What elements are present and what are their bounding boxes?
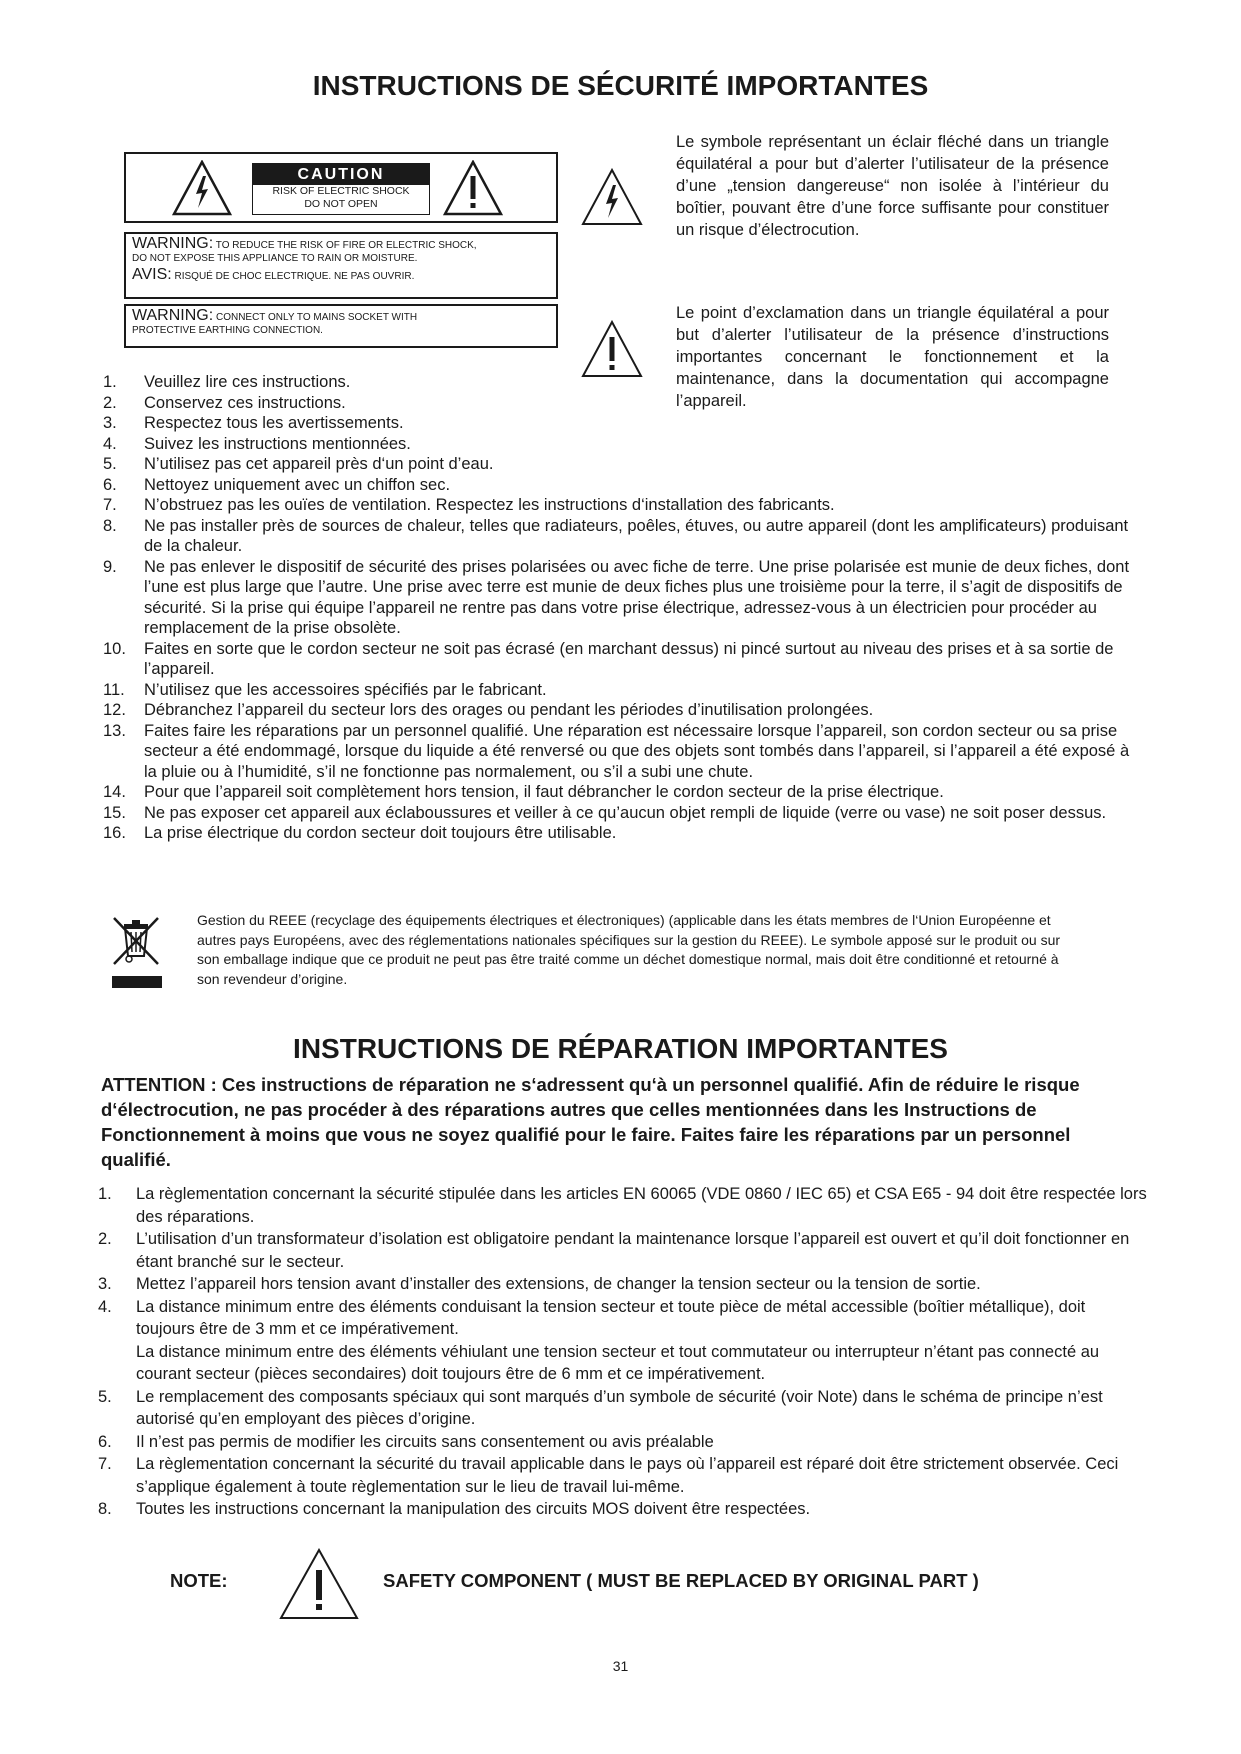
- exclamation-triangle-icon: [443, 160, 503, 216]
- warning2-word: WARNING:: [132, 307, 214, 324]
- list-item: 15. Ne pas exposer cet appareil aux éclaboussures et veiller à ce qu’aucun objet rempli de liquide (verre ou vase) ne soit poser dessus.: [103, 803, 1107, 822]
- exclamation-explanation: Le point d’exclamation dans un triangle équilatéral a pour but d’alerter l’utilisateur de la présence d’instructions importantes concernant le fonctionnement et la maintenance, dans la documentation qui accompagne l’appareil.: [676, 304, 1109, 410]
- list-item: 5. N’utilisez pas cet appareil près d‘un point d’eau.: [103, 455, 494, 473]
- list-item: 9. Ne pas enlever le dispositif de sécurité des prises polarisées ou avec fiche de terre. Une prise polarisée est munie de deux fiches, dont l’une est plus large que l’autre. Une prise avec terre est munie de deux fiches plus une troisième pour la terre, il s’agit de dispositifs de sécurité. Si la prise qui équipe l’appareil ne rentre pas dans votre prise électrique, adressez-vous à un électricien pour procéder au remplacement de la prise obsolète.: [103, 557, 1130, 637]
- avis-rest: RISQUÉ DE CHOC ELECTRIQUE. NE PAS OUVRIR.: [171, 271, 415, 282]
- list-item: 13. Faites faire les réparations par un personnel qualifié. Une réparation est nécessaire lorsque l’appareil, son cordon secteur ou sa prise secteur a été endommagé, lorsque du liquide a été renversé ou que des objets sont tombés dans l’appareil, si l’appareil a été exposé à la pluie ou à l’humidité, s’il ne fonctionne pas normalement, ou s’il a subi une chute.: [103, 721, 1130, 781]
- warning2-line-2: PROTECTIVE EARTHING CONNECTION.: [132, 325, 323, 336]
- warning-box-earthing: [124, 304, 558, 348]
- list-item: 1. Veuillez lire ces instructions.: [103, 373, 351, 391]
- page-number: 31: [612, 1658, 629, 1674]
- page-title-security: INSTRUCTIONS DE SÉCURITÉ IMPORTANTES: [312, 70, 929, 101]
- weee-notice: Gestion du REEE (recyclage des équipements électriques et électroniques) (applicable dans les états membres de l‘Union Européenne et autres pays Européens, avec des réglementations nationales spécifiques sur la gestion du REEE). Le symbole apposé sur le produit ou sur son emballage indique que ce produit ne peut pas être traité comme un déchet domestique normal, mais doit être conditionné et retourné à son revendeur d’origine.: [197, 912, 1061, 987]
- avis-line: [132, 268, 550, 283]
- list-item: 8. Ne pas installer près de sources de chaleur, telles que radiateurs, poêles, étuves, ou autre appareil (dont les amplificateurs) produisant de la chaleur.: [103, 516, 1129, 555]
- lightning-triangle-icon: [172, 160, 232, 216]
- page-title-repair: INSTRUCTIONS DE RÉPARATION IMPORTANTES: [293, 1033, 948, 1064]
- warning-line-2: DO NOT EXPOSE THIS APPLIANCE TO RAIN OR MOISTURE.: [132, 253, 418, 264]
- list-item: 10. Faites en sorte que le cordon secteur ne soit pas écrasé (en marchant dessus) ni pincé surtout au niveau des prises et à sa sortie de l’appareil.: [103, 639, 1114, 678]
- lightning-explanation: Le symbole représentant un éclair fléché dans un triangle équilatéral a pour but d’alerter l’utilisateur de la présence d’une „tension dangereuse“ non isolée à l’intérieur du boîtier, pouvant être d’une force suffisante pour constituer un risque d’électrocution.: [676, 133, 1109, 239]
- repair-instructions-list: [98, 1183, 1148, 1521]
- warning2-line-1: [132, 309, 550, 324]
- list-item: 4. Suivez les instructions mentionnées.: [103, 434, 411, 453]
- caution-heading: CAUTION: [253, 164, 429, 185]
- list-item: 3. Respectez tous les avertissements.: [103, 414, 404, 432]
- warning-box-fire: [124, 232, 558, 299]
- safety-instructions-list: [103, 372, 1133, 844]
- lightning-triangle-icon: [581, 168, 643, 226]
- list-item: 14. Pour que l’appareil soit complètement hors tension, il faut débrancher le cordon secteur de la prise électrique.: [103, 783, 944, 801]
- warning-rest: TO REDUCE THE RISK OF FIRE OR ELECTRIC SHOCK,: [213, 240, 477, 251]
- list-item: 2. L’utilisation d’un transformateur d’isolation est obligatoire pendant la maintenance lorsque l’appareil est ouvert et qu’il doit fonctionner en étant branché sur le secteur.: [98, 1230, 1130, 1271]
- caution-label: [124, 152, 558, 223]
- avis-word: AVIS:: [132, 266, 172, 283]
- list-item: 6. Il n’est pas permis de modifier les circuits sans consentement ou avis préalable: [98, 1432, 714, 1451]
- list-item: 16. La prise électrique du cordon secteur doit toujours être utilisable.: [103, 824, 617, 842]
- warning-word: WARNING:: [132, 235, 214, 252]
- note-label: NOTE:: [170, 1570, 228, 1591]
- list-item: 2. Conservez ces instructions.: [103, 393, 346, 412]
- list-item: 4. La distance minimum entre des éléments conduisant la tension secteur et toute pièce de métal accessible (boîtier métallique), doit toujours être de 3 mm et ce impérativement. La distance minimum entre des éléments véhiulant une tension secteur et tout commutateur ou interrupteur n’étant pas connecté au courant secteur (pièces secondaires) doit toujours être de 6 mm et ce impérativement.: [98, 1297, 1100, 1383]
- warning2-rest: CONNECT ONLY TO MAINS SOCKET WITH: [213, 312, 418, 323]
- caution-center-panel: [252, 163, 430, 215]
- list-item: 6. Nettoyez uniquement avec un chiffon sec.: [103, 475, 451, 494]
- exclamation-triangle-icon: [581, 320, 643, 378]
- exclamation-triangle-icon: [279, 1548, 359, 1620]
- caution-line-2: DO NOT OPEN: [304, 198, 378, 210]
- list-item: 12. Débranchez l’appareil du secteur lors des orages ou pendant les périodes d’inutilisation prolongées.: [103, 701, 874, 719]
- list-item: 7. N’obstruez pas les ouïes de ventilation. Respectez les instructions d‘installation des fabricants.: [103, 496, 835, 514]
- attention-paragraph: ATTENTION : Ces instructions de réparation ne s‘adressent qu‘à un personnel qualifié. Afin de réduire le risque d‘électrocution, ne pas procéder à des réparations autres que celles mentionnées dans les Instructions de Fonctionnement à moins que vous ne soyez qualifié pour le faire. Faites faire les réparations par un personnel qualifié.: [101, 1074, 1080, 1170]
- list-item: 3. Mettez l’appareil hors tension avant d’installer des extensions, de changer la tension secteur ou la tension de sortie.: [98, 1275, 981, 1293]
- list-item: 8. Toutes les instructions concernant la manipulation des circuits MOS doivent être respectées.: [98, 1500, 811, 1518]
- list-item: 1. La règlementation concernant la sécurité stipulée dans les articles EN 60065 (VDE 0860 / IEC 65) et CSA E65 - 94 doit être respectée lors des réparations.: [98, 1185, 1147, 1226]
- list-item: 5. Le remplacement des composants spéciaux qui sont marqués d’un symbole de sécurité (voir Note) dans le schéma de principe n’est autorisé qu’en employant des pièces d’origine.: [98, 1387, 1103, 1428]
- note-text: SAFETY COMPONENT ( MUST BE REPLACED BY ORIGINAL PART ): [383, 1570, 979, 1591]
- list-item: 11. N’utilisez que les accessoires spécifiés par le fabricant.: [103, 680, 547, 699]
- list-item: 7. La règlementation concernant la sécurité du travail applicable dans le pays où l’appareil est réparé doit être strictement observée. Ceci s’applique également à toute règlementation sur le lieu de travail lui-même.: [98, 1455, 1119, 1496]
- weee-crossed-bin-icon: [110, 910, 164, 990]
- warning-line-1: [132, 237, 550, 252]
- caution-line-1: RISK OF ELECTRIC SHOCK: [272, 185, 410, 197]
